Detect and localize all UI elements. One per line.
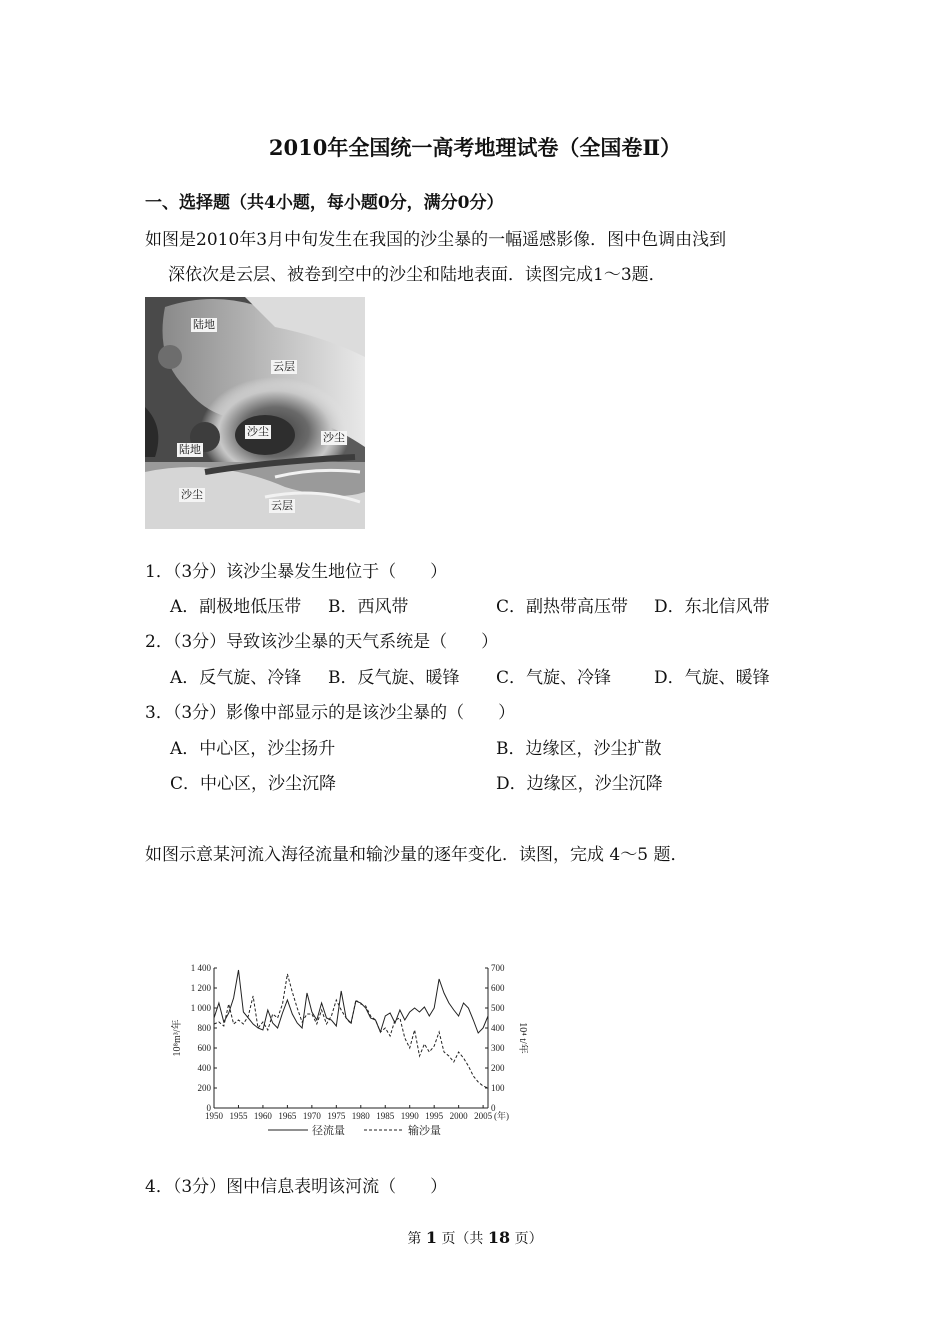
q3-option-b: B．边缘区，沙尘扩散	[496, 739, 662, 759]
y-left-tick-label: 800	[197, 1023, 211, 1033]
q2-option-b: B．反气旋、暖锋	[328, 668, 460, 688]
q3-stem: 3．（3分）影像中部显示的是该沙尘暴的（ ）	[145, 703, 516, 723]
x-axis-unit: (年)	[494, 1111, 509, 1121]
q1-option-a: A．副极地低压带	[170, 597, 302, 617]
q1-option-d: D．东北信风带	[654, 597, 770, 617]
intro-2: 如图示意某河流入海径流量和输沙量的逐年变化．读图，完成 4～5 题．	[145, 845, 688, 865]
x-tick-label: 1955	[229, 1111, 248, 1121]
x-tick-label: 1950	[205, 1111, 223, 1121]
footer-page-number: 1	[425, 1228, 437, 1247]
y-right-tick-label: 200	[491, 1063, 505, 1073]
y-left-tick-label: 1 400	[190, 963, 211, 973]
x-tick-label: 2005	[474, 1111, 493, 1121]
x-tick-label: 2000	[449, 1111, 468, 1121]
label-cloud-top: 云层	[273, 360, 295, 373]
runoff-sediment-chart	[168, 960, 528, 1145]
y-left-tick-label: 200	[197, 1083, 211, 1093]
label-land-mid: 陆地	[179, 443, 201, 456]
x-tick-label: 1980	[351, 1111, 370, 1121]
footer-mid: 页（共	[441, 1231, 484, 1247]
x-tick-label: 1965	[278, 1111, 297, 1121]
x-tick-label: 1960	[253, 1111, 272, 1121]
q3-option-d: D．边缘区，沙尘沉降	[496, 774, 663, 794]
footer-pre: 第	[407, 1231, 422, 1247]
q2-option-d: D．气旋、暖锋	[654, 668, 770, 688]
y-left-tick-label: 400	[197, 1063, 211, 1073]
y-left-tick-label: 0	[206, 1103, 211, 1113]
intro-1-line-1: 如图是2010年3月中旬发生在我国的沙尘暴的一幅遥感影像．图中色调由浅到	[145, 230, 727, 250]
x-tick-label: 1985	[376, 1111, 395, 1121]
q2-option-c: C．气旋、冷锋	[496, 668, 612, 688]
q1-stem: 1．（3分）该沙尘暴发生地位于（ ）	[145, 562, 448, 582]
y-right-tick-label: 700	[491, 963, 505, 973]
section-heading: 一、选择题（共4小题，每小题0分，满分0分）	[145, 193, 504, 213]
series-line-sediment	[214, 974, 488, 1088]
footer-total-pages: 18	[487, 1228, 511, 1247]
q2-option-a: A．反气旋、冷锋	[170, 668, 302, 688]
legend-runoff-label: 径流量	[312, 1125, 345, 1137]
y-right-tick-label: 500	[491, 1003, 505, 1013]
y-right-tick-label: 600	[491, 983, 505, 993]
label-dust-right: 沙尘	[323, 431, 345, 444]
y-left-tick-label: 1 000	[190, 1003, 211, 1013]
intro-1-line-2: 深依次是云层、被卷到空中的沙尘和陆地表面．读图完成1～3题．	[168, 265, 666, 285]
page-title: 2010年全国统一高考地理试卷（全国卷Ⅱ）	[268, 135, 682, 160]
q3-option-a: A．中心区，沙尘扬升	[170, 739, 336, 759]
y-right-tick-label: 0	[491, 1103, 496, 1113]
q1-option-b: B．西风带	[328, 597, 409, 617]
dust-storm-satellite-image	[145, 297, 365, 529]
label-dust-center: 沙尘	[247, 425, 269, 438]
y-left-tick-label: 1 200	[190, 983, 211, 993]
x-tick-label: 1990	[400, 1111, 419, 1121]
q1-option-c: C．副热带高压带	[496, 597, 629, 617]
label-cloud-bottom: 云层	[271, 499, 293, 512]
y-right-tick-label: 300	[491, 1043, 505, 1053]
x-tick-label: 1970	[302, 1111, 321, 1121]
y-left-axis-label: 10⁸m³/年	[172, 1019, 183, 1057]
q4-stem: 4．（3分）图中信息表明该河流（ ）	[145, 1177, 448, 1197]
label-land-top: 陆地	[193, 318, 215, 331]
x-tick-label: 1975	[327, 1111, 346, 1121]
label-dust-bottom: 沙尘	[181, 488, 203, 501]
y-right-axis-label: 10⁴ t/年	[517, 1022, 528, 1054]
legend-sediment-label: 输沙量	[408, 1125, 441, 1137]
page-footer	[0, 1228, 950, 1248]
satellite-image-drawing	[145, 297, 365, 529]
footer-post: 页）	[514, 1231, 543, 1247]
y-right-tick-label: 400	[491, 1023, 505, 1033]
q3-option-c: C．中心区，沙尘沉降	[170, 774, 337, 794]
q2-stem: 2．（3分）导致该沙尘暴的天气系统是（ ）	[145, 632, 499, 652]
x-tick-label: 1995	[425, 1111, 444, 1121]
y-left-tick-label: 600	[197, 1043, 211, 1053]
y-right-tick-label: 100	[491, 1083, 505, 1093]
